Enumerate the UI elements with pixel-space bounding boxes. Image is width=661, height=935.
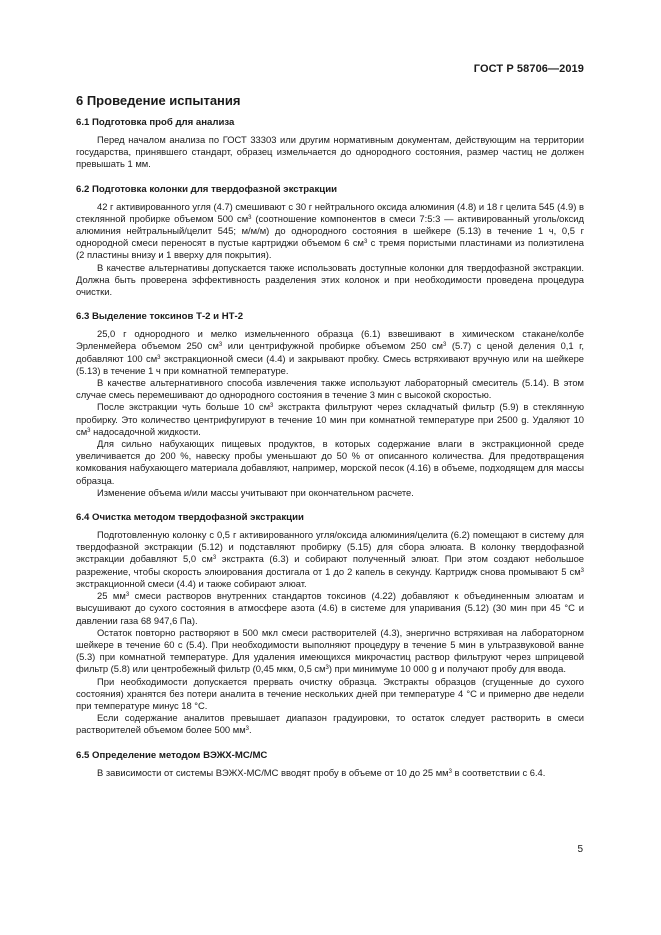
section-title: 6 Проведение испытания [76,93,241,108]
paragraph: Если содержание аналитов превышает диапазон градуировки, то остаток следует растворить в смеси растворителей объемом более 500 $мм^3$. [76,712,584,736]
document-code: ГОСТ Р 58706—2019 [473,63,584,75]
subsection-title-6-5: 6.5 Определение методом ВЭЖХ-МС/МС [76,749,268,761]
paragraph: В зависимости от системы ВЭЖХ-МС/МС вводят пробу в объеме от 10 до 25 $мм^3$ в соответствии с 6.4. [97,766,546,778]
subsection-title-6-2: 6.2 Подготовка колонки для твердофазной экстракции [76,183,337,195]
subsection-title-6-4: 6.4 Очистка методом твердофазной экстракции [76,512,304,524]
paragraph: Изменение объема и/или массы учитывают при окончательном расчете. [97,486,414,498]
paragraph: 42 г активированного угля (4.7) смешивают с 30 г нейтрального оксида алюминия (4.8) и 18 г целита 545 (4.9) в стеклянной пробирке объемом 500 $см^3$ (соотношение компонентов в смеси 7:5:3 — активированный уголь/оксид алюминия нейтральный/целит 545; м/м/м) до однородного состояния в шейкере (5.13) в течение 1 ч, 0,5 г однородной смеси переносят в пустые картриджи объемом 6 $см^3$ с тремя пористыми пластинами из полиэтилена (2 пластины внизу и 1 вверху для покрытия). [76,200,585,261]
paragraph: 25,0 г однородного и мелко измельченного образца (6.1) взвешивают в химическом стакане/колбе Эрленмейера объемом 250 $см^3$ или центрифужной пробирке объемом 250 $см^3$ (5.7) с ценой деления 0,1 г, добавляют 100 $см^3$ экстракционной смеси (4.4) и закрывают пробку. Смесь встряхивают вручную или на шейкере (5.13) в течение 1 ч при комнатной температуре. [76,328,584,376]
subsection-title-6-3: 6.3 Выделение токсинов Т-2 и НТ-2 [76,311,244,323]
paragraph: Остаток повторно растворяют в 500 мкл смеси растворителей (4.3), энергично встряхивая на лабораторном шейкере в течение 60 с (5.4). При необходимости выполняют процедуру в течение 5 мин в ультразвуковой ванне (5.3) при комнатной температуре. Для удаления имеющихся микрочастиц раствор фильтруют через шприцевой фильтр (5.8) или центробежный фильтр (0,45 мкм, 0,5 $см^3$) при минимуме 10 000 g и получают пробу для ввода. [76,626,584,675]
paragraph: При необходимости допускается прервать очистку образца. Экстракты образцов (сгущенные до сухого состояния) хранятся без потери аналита в течение нескольких дней при температуре 4 °C и примерно две недели при температуре минус 18 °C. [76,675,584,711]
paragraph: После экстракции чуть больше 10 $см^3$ экстракта фильтруют через складчатый фильтр (5.9) в стеклянную пробирку. Это количество центрифугируют в течение 10 мин при комнатной температуре при 2500 g. Удаляют 10 $см^3$ надосадочной жидкости. [76,401,584,437]
paragraph: Для сильно набухающих пищевых продуктов, в которых содержание влаги в экстракционной среде увеличивается до 200 %, навеску пробы уменьшают до 50 % от описанного количества. Для предотвращения комкования набухающего материала добавляют, например, морской песок (4.16) в объеме, подходящем для массы образца. [76,438,584,486]
paragraph: В качестве альтернативного способа извлечения также используют лабораторный смеситель (5.14). В этом случае смесь перемешивают до однородного состояния в течение 3 мин с высокой скоростью. [76,377,584,401]
paragraph: Перед началом анализа по ГОСТ 33303 или другим нормативным документам, действующим на территории государства, принявшего стандарт, образец измельчается до однородного состояния, размер частиц не должен превышать 1 мм. [76,134,584,170]
subsection-title-6-1: 6.1 Подготовка проб для анализа [76,117,235,128]
paragraph: В качестве альтернативы допускается также использовать доступные колонки для твердофазной экстракции. Должна быть проверена эффективность разделения этих колонок и при необходимости проведена процедура очистки. [76,261,584,298]
paragraph: 25 $мм^3$ смеси растворов внутренних стандартов токсинов (4.22) добавляют к объединенным элюатам и высушивают до сухого состояния в атмосфере азота (4.6) в системе для упаривания (5.12) (30 мин при 45 °C и давлении газа 68 947,6 Па). [76,590,584,626]
page-content [76,93,584,779]
paragraph: Подготовленную колонку с 0,5 г активированного угля/оксида алюминия/целита (6.2) помещают в систему для твердофазной экстракции (5.12) и подставляют пробирку (5.15) для сбора элюата. В колонку твердофазной экстракции добавляют 5,0 $см^3$ экстракта (6.3) и собирают полученный элюат. При этом создают небольшое разрежение, чтобы скорость элюирования достигала от 1 до 2 капель в секунду. Картридж снова промывают 5 $см^3$ экстракционной смеси (4.4) и также собирают элюат. [76,529,584,589]
page-number: 5 [577,844,583,855]
